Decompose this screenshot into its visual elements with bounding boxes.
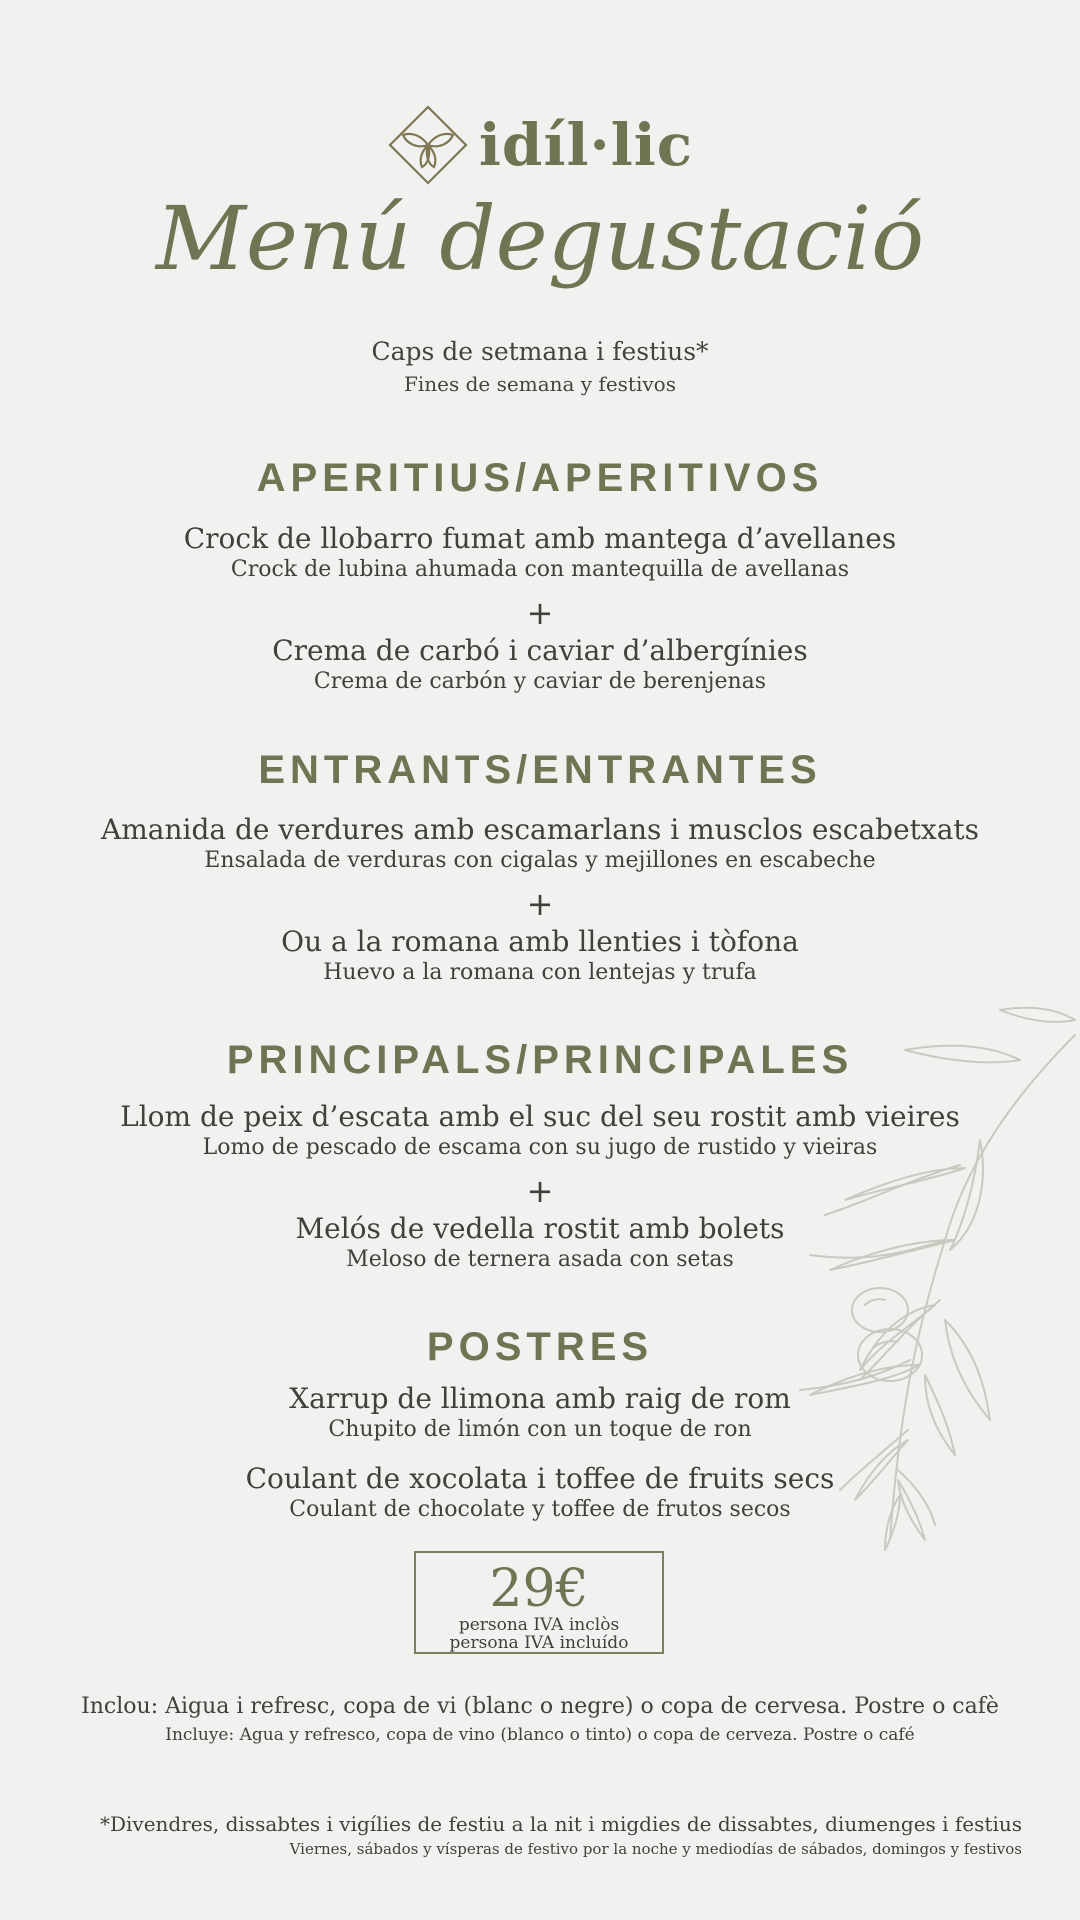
includes-catalan: Inclou: Aigua i refresc, copa de vi (blanc o negre) o copa de cervesa. Postre o cafè: [81, 1694, 999, 1719]
brand-logo: [0, 104, 1080, 186]
dish-separator: +: [526, 1172, 554, 1210]
footnote-spanish: Viernes, sábados y vísperas de festivo por la noche y mediodías de sábados, domingos y festivos: [289, 1840, 1022, 1858]
subtitle-spanish: Fines de semana y festivos: [404, 372, 676, 396]
includes-spanish: Incluye: Agua y refresco, copa de vino (blanco o tinto) o copa de cerveza. Postre o café: [165, 1725, 915, 1745]
dish-spanish: Crema de carbón y caviar de berenjenas: [313, 669, 767, 694]
section-title-principals: PRINCIPALS/PRINCIPALES: [226, 1038, 854, 1082]
footnote-catalan: *Divendres, dissabtes i vigílies de festiu a la nit i migdies de dissabtes, diumenges i festius: [99, 1812, 1022, 1836]
leaf-diamond-icon: [387, 104, 469, 186]
dish-separator: +: [526, 885, 554, 923]
dish-spanish: Huevo a la romana con lentejas y trufa: [323, 960, 757, 985]
dish-catalan: Ou a la romana amb llenties i tòfona: [281, 925, 799, 958]
brand-name: idíl·lic: [478, 111, 694, 179]
dish-spanish: Lomo de pescado de escama con su jugo de rustido y vieiras: [202, 1135, 878, 1160]
price-box: [414, 1551, 664, 1654]
menu-title: Menú degustació: [155, 187, 925, 290]
dish-catalan: Melós de vedella rostit amb bolets: [295, 1212, 785, 1245]
dish-catalan: Llom de peix d’escata amb el suc del seu rostit amb vieires: [120, 1100, 960, 1133]
dish-spanish: Crock de lubina ahumada con mantequilla de avellanas: [230, 557, 850, 582]
dish-catalan: Crema de carbó i caviar d’albergínies: [272, 634, 808, 667]
dish-catalan: Xarrup de llimona amb raig de rom: [289, 1382, 791, 1415]
section-title-aperitius: APERITIUS/APERITIVOS: [256, 456, 824, 500]
section-title-entrants: ENTRANTS/ENTRANTES: [258, 748, 822, 792]
dish-spanish: Coulant de chocolate y toffee de frutos secos: [289, 1497, 791, 1522]
dish-separator: +: [526, 594, 554, 632]
subtitle-catalan: Caps de setmana i festius*: [371, 337, 709, 366]
dish-spanish: Ensalada de verduras con cigalas y mejillones en escabeche: [204, 848, 876, 873]
dish-spanish: Chupito de limón con un toque de ron: [328, 1417, 752, 1442]
dish-catalan: Coulant de xocolata i toffee de fruits secs: [245, 1462, 835, 1495]
price-amount: 29€: [489, 1559, 589, 1619]
price-note-catalan: persona IVA inclòs: [458, 1615, 620, 1635]
section-title-postres: POSTRES: [426, 1325, 654, 1369]
price-note-spanish: persona IVA incluído: [449, 1633, 629, 1653]
dish-catalan: Crock de llobarro fumat amb mantega d’avellanes: [183, 522, 897, 555]
dish-spanish: Meloso de ternera asada con setas: [346, 1247, 734, 1272]
dish-catalan: Amanida de verdures amb escamarlans i musclos escabetxats: [100, 813, 980, 846]
